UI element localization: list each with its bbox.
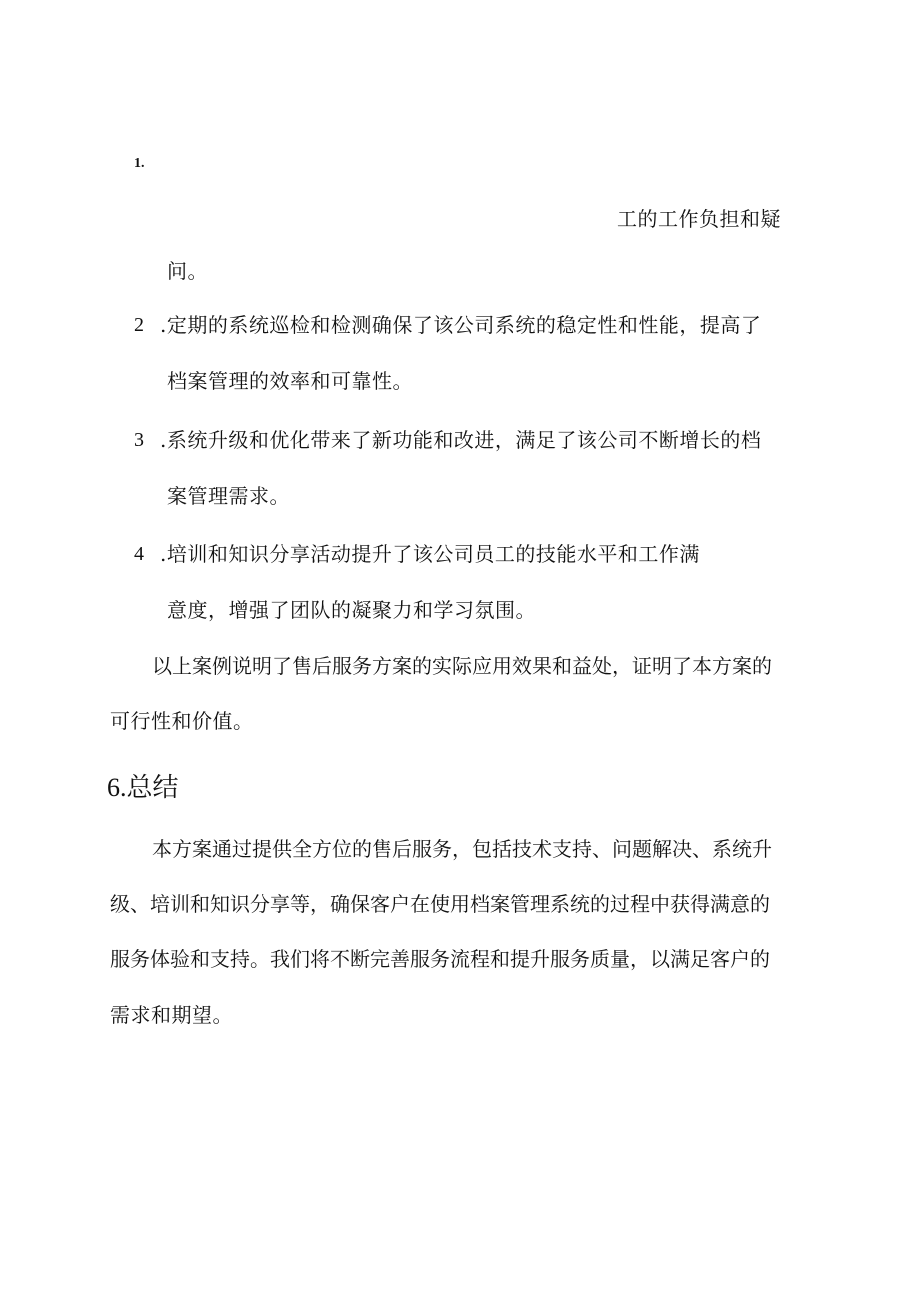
list-item-3-line-2: 案管理需求。 — [167, 484, 290, 508]
list-item-3-number: 3 — [134, 429, 144, 451]
summary-line-3: 服务体验和支持。我们将不断完善服务流程和提升服务质量，以满足客户的 — [110, 947, 770, 971]
list-item-2-line-1: .定期的系统巡检和检测确保了该公司系统的稳定性和性能，提高了 — [160, 313, 762, 337]
section-heading: 6.总结 — [107, 773, 179, 802]
summary-line-2: 级、培训和知识分享等，确保客户在使用档案管理系统的过程中获得满意的 — [110, 892, 770, 916]
list-item-2-number: 2 — [134, 314, 144, 336]
list-item-3-line-1: .系统升级和优化带来了新功能和改进，满足了该公司不断增长的档 — [160, 428, 762, 452]
list-item-1-line-1: 工的工作负担和疑 — [617, 207, 781, 231]
list-item-1-line-2: 问。 — [167, 259, 208, 283]
list-item-1-number: 1. — [134, 156, 145, 171]
list-item-4-number: 4 — [134, 543, 144, 565]
list-item-2-line-2: 档案管理的效率和可靠性。 — [167, 369, 413, 393]
conclusion-line-1: 以上案例说明了售后服务方案的实际应用效果和益处，证明了本方案的 — [152, 654, 772, 678]
conclusion-line-2: 可行性和价值。 — [110, 709, 254, 733]
summary-line-1: 本方案通过提供全方位的售后服务，包括技术支持、问题解决、系统升 — [152, 837, 772, 861]
list-item-4-line-1: .培训和知识分享活动提升了该公司员工的技能水平和工作满 — [160, 542, 700, 566]
summary-line-4: 需求和期望。 — [110, 1003, 233, 1027]
list-item-4-line-2: 意度，增强了团队的凝聚力和学习氛围。 — [167, 598, 536, 622]
